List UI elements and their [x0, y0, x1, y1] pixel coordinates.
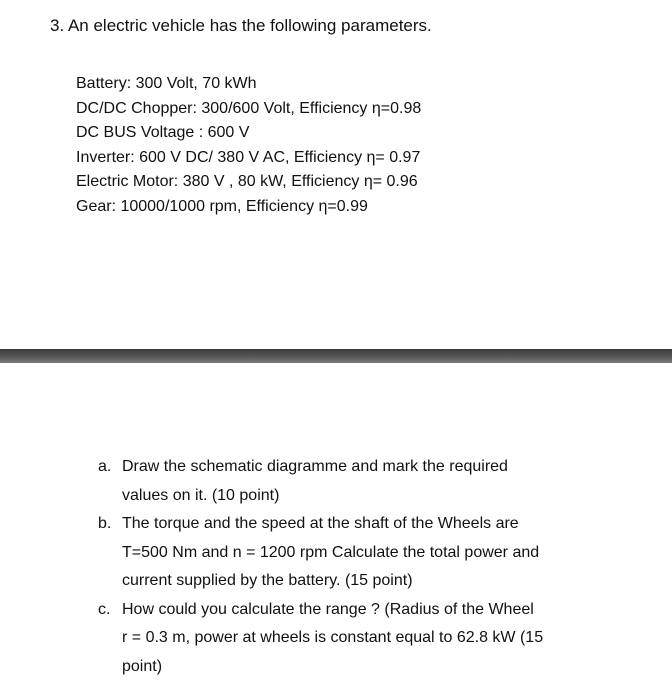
subquestion-line: The torque and the speed at the shaft of the Wheels are — [122, 515, 519, 532]
param-battery: Battery: 300 Volt, 70 kWh — [76, 75, 257, 92]
subquestion-text — [122, 453, 658, 510]
param-electric-motor: Electric Motor: 380 V , 80 kW, Efficiency η= 0.96 — [76, 173, 418, 190]
parameter-list — [76, 72, 421, 219]
param-dc-dc-chopper: DC/DC Chopper: 300/600 Volt, Efficiency η=0.98 — [76, 99, 422, 117]
subquestion-line: Draw the schematic diagramme and mark the required — [122, 458, 508, 475]
param-dc-bus-voltage: DC BUS Voltage : 600 V — [76, 124, 250, 141]
subquestion-c — [98, 596, 658, 682]
subquestion-text — [122, 596, 658, 682]
section-divider — [0, 349, 672, 363]
subquestion-line: r = 0.3 m, power at wheels is constant equal to 62.8 kW (15 — [122, 629, 544, 646]
subquestion-a — [98, 453, 658, 510]
subquestion-marker: b. — [98, 515, 112, 532]
param-inverter: Inverter: 600 V DC/ 380 V AC, Efficiency η= 0.97 — [76, 148, 421, 166]
subquestion-line: current supplied by the battery. (15 point) — [122, 572, 413, 589]
subquestion-line: point) — [122, 657, 163, 675]
subquestion-line: values on it. (10 point) — [122, 486, 280, 504]
subquestion-line: How could you calculate the range ? (Radius of the Wheel — [122, 600, 534, 618]
subquestion-text — [122, 510, 658, 596]
subquestion-b — [98, 510, 658, 596]
subquestion-list — [98, 453, 658, 681]
subquestion-marker: c. — [98, 600, 111, 618]
subquestion-marker: a. — [98, 458, 112, 475]
subquestion-line: T=500 Nm and n = 1200 rpm Calculate the total power and — [122, 543, 540, 561]
question-title: 3. An electric vehicle has the following parameters. — [50, 16, 432, 35]
param-gear: Gear: 10000/1000 rpm, Efficiency η=0.99 — [76, 197, 368, 215]
